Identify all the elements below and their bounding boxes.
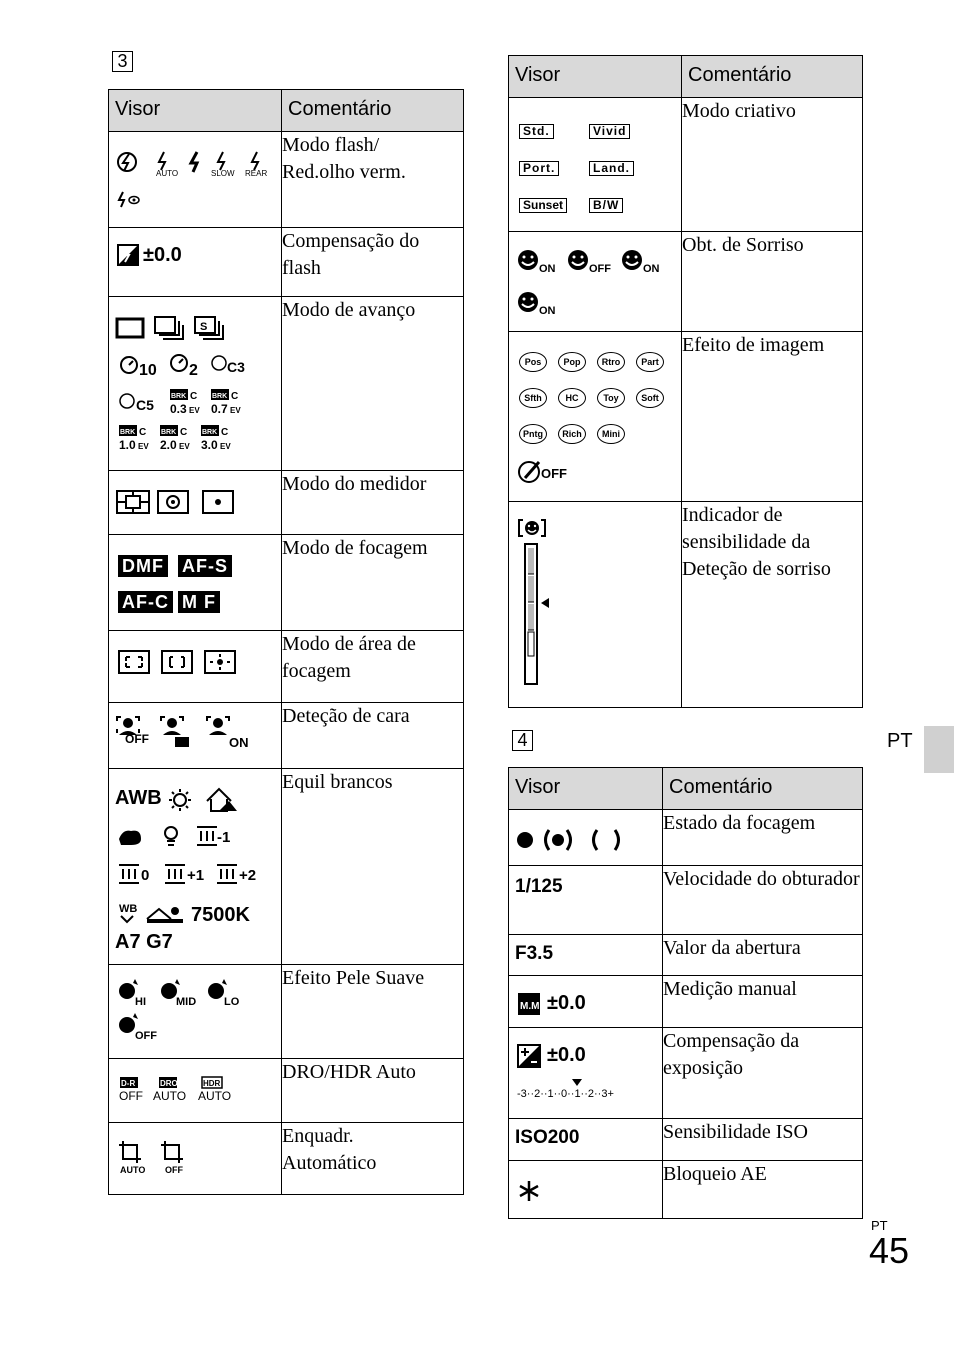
comment-exposure-comp: Compensação da exposição [663, 1028, 863, 1119]
creative-style-icons [509, 98, 682, 232]
metered-manual-value: ±0.0 [547, 992, 586, 1014]
comment-aperture: Valor da abertura [663, 935, 863, 976]
header-visor: Visor [509, 768, 663, 810]
svg-text:LO: LO [224, 996, 240, 1008]
face-detection-icons [109, 703, 282, 769]
ae-lock-icons [509, 1161, 663, 1219]
face-detection-icon [109, 703, 279, 763]
effect-soft-high-key-icon: Sfth [519, 388, 547, 408]
svg-text:2.0: 2.0 [160, 438, 177, 452]
section-number-4: 4 [512, 730, 533, 751]
soft-skin-icons [109, 965, 282, 1059]
effect-off-icon [517, 458, 577, 488]
comment-drive-mode: Modo de avanço [282, 297, 464, 471]
flash-comp-icons [109, 228, 282, 297]
iso-value: ISO200 [515, 1127, 580, 1148]
shutter-speed-icons [509, 866, 663, 935]
exposure-comp-value: ±0.0 [547, 1044, 586, 1066]
svg-text:BRK: BRK [161, 429, 177, 436]
svg-text:C: C [180, 427, 188, 438]
svg-text:OFF: OFF [165, 1165, 183, 1175]
style-portrait-icon: Port. [519, 161, 559, 176]
hdr-auto-label: AUTO [198, 1089, 232, 1103]
shutter-speed-value: 1/125 [515, 876, 563, 897]
svg-text:DRO: DRO [160, 1079, 178, 1088]
svg-text:M.M: M.M [520, 1001, 540, 1012]
svg-text:0.7: 0.7 [211, 402, 228, 416]
svg-text:0: 0 [141, 867, 150, 884]
svg-text:3.0: 3.0 [201, 438, 218, 452]
comment-metered-manual: Medição manual [663, 976, 863, 1028]
effect-retro-icon: Rtro [597, 352, 625, 372]
svg-text:1.0: 1.0 [119, 438, 136, 452]
svg-text:WB: WB [119, 903, 138, 915]
svg-text:EV: EV [179, 442, 190, 451]
focus-mf-icon: M F [178, 591, 220, 613]
svg-text:MID: MID [176, 996, 197, 1008]
metered-manual-icon [517, 992, 543, 1018]
focus-afs-icon: AF-S [178, 555, 232, 577]
aperture-value: F3.5 [515, 943, 554, 964]
style-std-icon: Std. [519, 124, 554, 139]
effect-miniature-icon: Mini [597, 424, 625, 444]
ae-lock-icon [517, 1177, 557, 1217]
svg-text:AUTO: AUTO [120, 1165, 146, 1175]
svg-text:C: C [231, 391, 239, 402]
svg-text:BRK: BRK [120, 429, 136, 436]
metering-icons [109, 471, 282, 535]
wb-filter-value: A7 G7 [115, 931, 173, 953]
effect-pop-icon: Pop [558, 352, 586, 372]
comment-soft-skin: Efeito Pele Suave [282, 965, 464, 1059]
svg-text:C: C [139, 427, 147, 438]
svg-text:C5: C5 [136, 397, 154, 413]
effect-soft-focus-icon: Soft [636, 388, 664, 408]
right-bottom-table [508, 767, 863, 1219]
comment-flash-comp: Compensação do flash [282, 228, 464, 297]
drive-mode-icon [109, 297, 279, 465]
exposure-scale: -3··2··1··0··1··2··3+ [517, 1088, 614, 1100]
dro-off-label: OFF [119, 1089, 143, 1103]
smile-sensitivity-indicator-icon [509, 502, 679, 702]
focus-status-icons [509, 810, 663, 866]
svg-text:AUTO: AUTO [156, 169, 179, 178]
svg-text:S: S [200, 321, 208, 333]
effect-painting-icon: Pntg [519, 424, 547, 444]
comment-shutter-speed: Velocidade do obturador [663, 866, 863, 935]
svg-text:ON: ON [539, 305, 556, 317]
svg-text:BRK: BRK [171, 393, 187, 400]
wb-kelvin-value: 7500K [191, 904, 250, 926]
svg-text:C: C [221, 427, 229, 438]
drive-mode-icons [109, 297, 282, 471]
iso-icons [509, 1119, 663, 1161]
svg-text:HDR: HDR [203, 1079, 221, 1088]
section-number-3: 3 [112, 51, 133, 72]
svg-text:REAR: REAR [245, 169, 268, 178]
focus-dmf-icon: DMF [118, 555, 168, 577]
svg-text:BRK: BRK [202, 429, 218, 436]
flash-comp-value: ±0.0 [143, 244, 182, 266]
right-top-table [508, 55, 863, 708]
effect-pos-icon: Pos [519, 352, 547, 372]
svg-text:HI: HI [135, 996, 146, 1008]
comment-creative-style: Modo criativo [682, 98, 863, 232]
svg-text:C3: C3 [227, 359, 245, 375]
smile-shutter-icon [509, 232, 679, 326]
style-bw-icon: B/W [589, 198, 623, 213]
svg-text:+2: +2 [239, 867, 257, 884]
comment-focus-area: Modo de área de focagem [282, 631, 464, 703]
language-tab [924, 726, 954, 773]
comment-face-detection: Deteção de cara [282, 703, 464, 769]
header-comment: Comentário [682, 56, 863, 98]
svg-text:OFF: OFF [135, 1030, 157, 1042]
dro-hdr-icon [109, 1059, 279, 1117]
exposure-comp-icon [517, 1044, 543, 1070]
focus-afc-icon: AF-C [118, 591, 173, 613]
svg-text:2: 2 [189, 362, 198, 379]
comment-flash-mode: Modo flash/ Red.olho verm. [282, 132, 464, 228]
flash-mode-icon [109, 132, 279, 222]
svg-text:OFF: OFF [589, 263, 611, 275]
white-balance-icons [109, 769, 282, 965]
style-sunset-icon: Sunset [519, 198, 567, 213]
page-lang: PT [871, 1218, 888, 1233]
style-landscape-icon: Land. [589, 161, 634, 176]
comment-iso: Sensibilidade ISO [663, 1119, 863, 1161]
comment-ae-lock: Bloqueio AE [663, 1161, 863, 1219]
effect-toy-camera-icon: Toy [597, 388, 625, 408]
exposure-comp-icons [509, 1028, 663, 1119]
comment-white-balance: Equil brancos [282, 769, 464, 965]
dro-auto-label: AUTO [153, 1089, 187, 1103]
svg-text:10: 10 [139, 362, 157, 379]
svg-text:D-R: D-R [121, 1079, 136, 1088]
smile-sensitivity-icons [509, 502, 682, 708]
language-label: PT [887, 730, 913, 752]
left-table [108, 89, 464, 1195]
soft-skin-effect-icon [109, 965, 279, 1053]
header-comment: Comentário [282, 90, 464, 132]
svg-text:ON: ON [539, 263, 556, 275]
svg-text:ON: ON [643, 263, 660, 275]
svg-text:EV: EV [230, 406, 241, 415]
flash-mode-icons [109, 132, 282, 228]
comment-auto-framing: Enquadr. Automático [282, 1123, 464, 1195]
effect-rich-bw-icon: Rich [558, 424, 586, 444]
header-visor: Visor [109, 90, 282, 132]
picture-effect-icons [509, 332, 682, 502]
comment-focus-mode: Modo de focagem [282, 535, 464, 631]
svg-text:BRK: BRK [212, 393, 228, 400]
comment-picture-effect: Efeito de imagem [682, 332, 863, 502]
comment-smile-shutter: Obt. de Sorriso [682, 232, 863, 332]
style-vivid-icon: Vivid [589, 124, 630, 139]
svg-text:OFF: OFF [541, 466, 567, 481]
svg-text:0.3: 0.3 [170, 402, 187, 416]
svg-text:EV: EV [220, 442, 231, 451]
aperture-icons [509, 935, 663, 976]
svg-text:EV: EV [189, 406, 200, 415]
svg-text:SLOW: SLOW [211, 169, 235, 178]
wb-awb-icon: AWB [115, 787, 162, 809]
svg-text:ON: ON [229, 735, 249, 750]
auto-framing-icon [109, 1123, 279, 1189]
svg-text:+1: +1 [187, 867, 205, 884]
effect-hc-bw-icon: HC [558, 388, 586, 408]
smile-shutter-icons [509, 232, 682, 332]
header-comment: Comentário [663, 768, 863, 810]
svg-text:C: C [190, 391, 198, 402]
comment-smile-sensitivity: Indicador de sensibilidade da Deteção de sorriso [682, 502, 863, 708]
scale-pointer-icon [571, 1078, 583, 1088]
svg-text:-1: -1 [217, 829, 231, 846]
metered-manual-icons [509, 976, 663, 1028]
dro-icons [109, 1059, 282, 1123]
focus-status-icon [509, 810, 659, 860]
auto-framing-icons [109, 1123, 282, 1195]
page-number: 45 [869, 1230, 910, 1271]
comment-focus-status: Estado da focagem [663, 810, 863, 866]
focus-area-icons [109, 631, 282, 703]
effect-part-color-icon: Part [636, 352, 664, 372]
focus-area-icon [109, 631, 279, 697]
comment-metering: Modo do medidor [282, 471, 464, 535]
metering-mode-icon [109, 471, 279, 529]
svg-text:EV: EV [138, 442, 149, 451]
comment-dro-hdr: DRO/HDR Auto [282, 1059, 464, 1123]
header-visor: Visor [509, 56, 682, 98]
focus-mode-icons [109, 535, 282, 631]
svg-text:OFF: OFF [125, 732, 149, 746]
